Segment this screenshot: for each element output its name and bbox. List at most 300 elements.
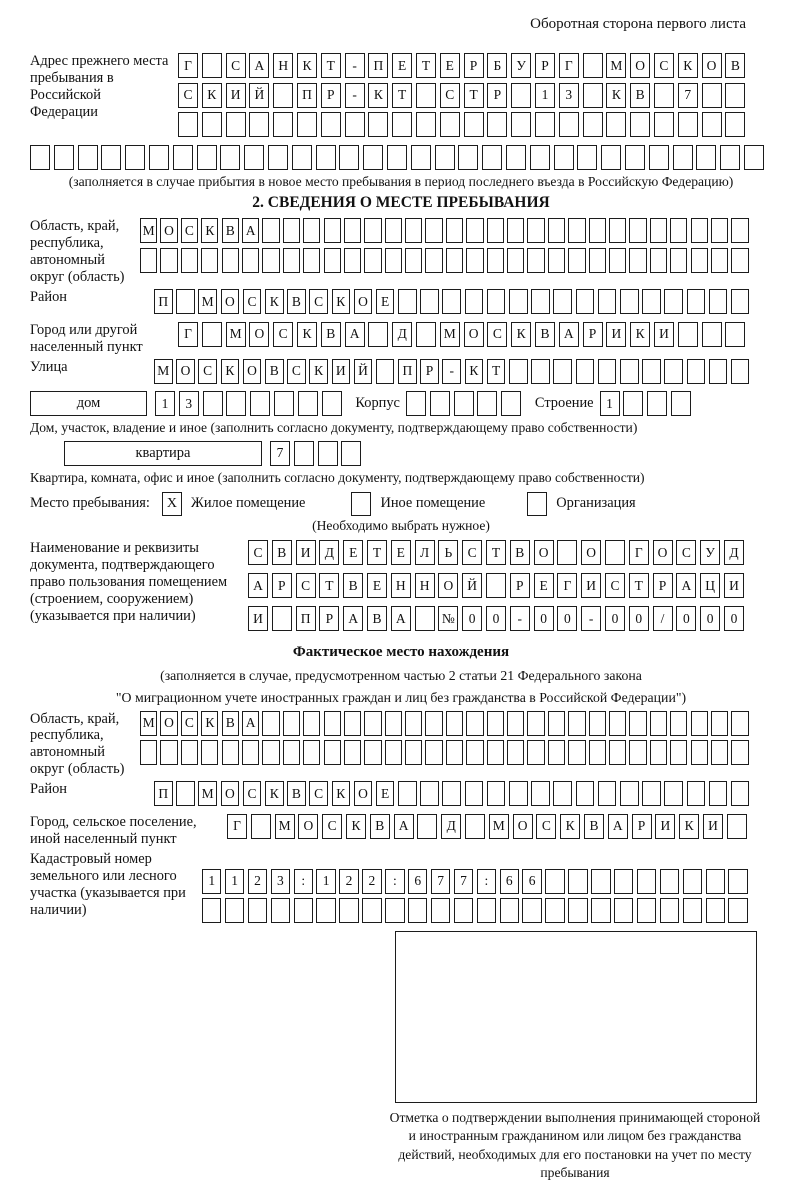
char-box[interactable]: О xyxy=(298,814,318,839)
char-box[interactable] xyxy=(339,898,358,923)
char-box[interactable]: Р xyxy=(321,83,341,108)
char-box[interactable]: П xyxy=(154,781,173,806)
char-box[interactable]: М xyxy=(440,322,460,347)
char-box[interactable] xyxy=(321,112,341,137)
char-box[interactable] xyxy=(702,112,722,137)
char-box[interactable] xyxy=(509,289,528,314)
char-box[interactable] xyxy=(416,322,436,347)
char-box[interactable] xyxy=(623,391,643,416)
char-box[interactable]: 0 xyxy=(605,606,625,631)
char-box[interactable] xyxy=(176,289,195,314)
char-box[interactable] xyxy=(527,218,544,243)
char-box[interactable] xyxy=(720,145,740,170)
char-box[interactable] xyxy=(683,898,702,923)
char-box[interactable] xyxy=(477,391,497,416)
char-box[interactable]: Н xyxy=(415,573,435,598)
char-box[interactable]: В xyxy=(343,573,363,598)
char-box[interactable]: М xyxy=(489,814,509,839)
char-box[interactable] xyxy=(173,145,193,170)
char-box[interactable] xyxy=(637,898,656,923)
char-box[interactable]: С xyxy=(605,573,625,598)
char-box[interactable] xyxy=(589,740,606,765)
char-box[interactable]: А xyxy=(248,573,268,598)
char-box[interactable]: С xyxy=(676,540,696,565)
char-box[interactable] xyxy=(687,289,706,314)
char-box[interactable]: К xyxy=(297,53,317,78)
char-box[interactable]: О xyxy=(464,322,484,347)
char-box[interactable] xyxy=(344,218,361,243)
char-box[interactable] xyxy=(702,322,722,347)
char-box[interactable]: М xyxy=(198,289,217,314)
char-box[interactable] xyxy=(711,711,728,736)
char-box[interactable] xyxy=(557,540,577,565)
char-box[interactable]: А xyxy=(343,606,363,631)
char-box[interactable] xyxy=(583,83,603,108)
char-box[interactable] xyxy=(683,869,702,894)
char-box[interactable] xyxy=(487,781,506,806)
char-box[interactable]: М xyxy=(275,814,295,839)
char-box[interactable]: В xyxy=(725,53,745,78)
char-box[interactable]: П xyxy=(296,606,316,631)
char-box[interactable] xyxy=(728,869,747,894)
char-box[interactable] xyxy=(458,145,478,170)
char-box[interactable]: П xyxy=(297,83,317,108)
char-box[interactable] xyxy=(620,359,639,384)
char-box[interactable]: 1 xyxy=(535,83,555,108)
char-box[interactable]: К xyxy=(606,83,626,108)
char-box[interactable] xyxy=(642,359,661,384)
char-box[interactable] xyxy=(283,711,300,736)
char-box[interactable] xyxy=(362,898,381,923)
char-box[interactable] xyxy=(181,740,198,765)
char-box[interactable] xyxy=(465,814,485,839)
char-box[interactable]: И xyxy=(296,540,316,565)
char-box[interactable] xyxy=(244,145,264,170)
char-box[interactable]: Т xyxy=(464,83,484,108)
char-box[interactable]: 1 xyxy=(600,391,620,416)
char-box[interactable]: В xyxy=(370,814,390,839)
char-box[interactable] xyxy=(222,740,239,765)
char-box[interactable] xyxy=(731,359,750,384)
char-box[interactable] xyxy=(364,218,381,243)
char-box[interactable] xyxy=(420,289,439,314)
char-box[interactable] xyxy=(598,359,617,384)
char-box[interactable] xyxy=(303,711,320,736)
char-box[interactable] xyxy=(711,218,728,243)
char-box[interactable] xyxy=(731,289,750,314)
char-box[interactable] xyxy=(527,740,544,765)
char-box[interactable]: М xyxy=(140,218,157,243)
char-box[interactable] xyxy=(226,391,246,416)
char-box[interactable] xyxy=(202,322,222,347)
char-box[interactable] xyxy=(268,145,288,170)
char-box[interactable]: Т xyxy=(416,53,436,78)
char-box[interactable] xyxy=(670,248,687,273)
char-box[interactable] xyxy=(629,218,646,243)
char-box[interactable]: К xyxy=(265,781,284,806)
char-box[interactable]: С xyxy=(243,781,262,806)
char-box[interactable]: 7 xyxy=(431,869,450,894)
char-box[interactable]: Г xyxy=(178,322,198,347)
char-box[interactable]: Г xyxy=(557,573,577,598)
char-box[interactable] xyxy=(654,112,674,137)
char-box[interactable] xyxy=(160,248,177,273)
char-box[interactable]: О xyxy=(630,53,650,78)
char-box[interactable] xyxy=(509,781,528,806)
char-box[interactable]: А xyxy=(249,53,269,78)
char-box[interactable]: А xyxy=(391,606,411,631)
char-box[interactable]: Р xyxy=(487,83,507,108)
char-box[interactable]: С xyxy=(309,781,328,806)
char-box[interactable] xyxy=(222,248,239,273)
char-box[interactable] xyxy=(614,869,633,894)
char-box[interactable]: Й xyxy=(462,573,482,598)
char-box[interactable] xyxy=(487,740,504,765)
char-box[interactable]: И xyxy=(724,573,744,598)
char-box[interactable] xyxy=(670,711,687,736)
char-box[interactable] xyxy=(670,218,687,243)
char-box[interactable] xyxy=(487,112,507,137)
char-box[interactable] xyxy=(554,145,574,170)
char-box[interactable] xyxy=(487,289,506,314)
char-box[interactable]: Р xyxy=(464,53,484,78)
char-box[interactable] xyxy=(125,145,145,170)
char-box[interactable]: Р xyxy=(272,573,292,598)
char-box[interactable] xyxy=(408,898,427,923)
char-box[interactable] xyxy=(149,145,169,170)
char-box[interactable] xyxy=(405,740,422,765)
char-box[interactable] xyxy=(711,740,728,765)
char-box[interactable]: Т xyxy=(629,573,649,598)
char-box[interactable]: А xyxy=(345,322,365,347)
char-box[interactable] xyxy=(178,112,198,137)
char-box[interactable]: Е xyxy=(440,53,460,78)
char-box[interactable] xyxy=(589,218,606,243)
char-box[interactable]: Н xyxy=(273,53,293,78)
char-box[interactable] xyxy=(530,145,550,170)
char-box[interactable] xyxy=(576,289,595,314)
char-box[interactable] xyxy=(271,898,290,923)
char-box[interactable] xyxy=(706,898,725,923)
char-box[interactable]: В xyxy=(272,540,292,565)
char-box[interactable] xyxy=(248,898,267,923)
char-box[interactable] xyxy=(568,248,585,273)
char-box[interactable] xyxy=(203,391,223,416)
char-box[interactable] xyxy=(589,248,606,273)
char-box[interactable] xyxy=(425,711,442,736)
char-box[interactable]: Р xyxy=(653,573,673,598)
char-box[interactable] xyxy=(553,289,572,314)
char-box[interactable] xyxy=(487,218,504,243)
char-box[interactable] xyxy=(727,814,747,839)
char-box[interactable]: К xyxy=(332,781,351,806)
char-box[interactable] xyxy=(273,83,293,108)
char-box[interactable]: В xyxy=(321,322,341,347)
char-box[interactable]: В xyxy=(510,540,530,565)
char-box[interactable] xyxy=(625,145,645,170)
char-box[interactable]: 0 xyxy=(724,606,744,631)
char-box[interactable]: И xyxy=(581,573,601,598)
char-box[interactable]: Г xyxy=(559,53,579,78)
char-box[interactable] xyxy=(160,740,177,765)
char-box[interactable] xyxy=(486,573,506,598)
char-box[interactable]: С xyxy=(181,711,198,736)
char-box[interactable]: К xyxy=(265,289,284,314)
char-box[interactable]: С xyxy=(440,83,460,108)
char-box[interactable] xyxy=(487,711,504,736)
char-box[interactable] xyxy=(548,711,565,736)
char-box[interactable]: 0 xyxy=(700,606,720,631)
char-box[interactable]: К xyxy=(332,289,351,314)
char-box[interactable] xyxy=(283,248,300,273)
char-box[interactable]: 1 xyxy=(202,869,221,894)
char-box[interactable] xyxy=(545,869,564,894)
char-box[interactable]: Т xyxy=(367,540,387,565)
char-box[interactable] xyxy=(629,711,646,736)
char-box[interactable]: Б xyxy=(487,53,507,78)
char-box[interactable]: 7 xyxy=(678,83,698,108)
char-box[interactable]: О xyxy=(243,359,262,384)
char-box[interactable] xyxy=(202,53,222,78)
char-box[interactable] xyxy=(303,218,320,243)
checkbox-residential[interactable]: X xyxy=(162,492,182,516)
char-box[interactable]: : xyxy=(477,869,496,894)
char-box[interactable] xyxy=(454,898,473,923)
char-box[interactable] xyxy=(262,248,279,273)
char-box[interactable]: С xyxy=(226,53,246,78)
char-box[interactable] xyxy=(647,391,667,416)
char-box[interactable]: С xyxy=(654,53,674,78)
char-box[interactable]: К xyxy=(465,359,484,384)
char-box[interactable] xyxy=(181,248,198,273)
char-box[interactable] xyxy=(30,145,50,170)
char-box[interactable]: 2 xyxy=(248,869,267,894)
char-box[interactable] xyxy=(654,83,674,108)
char-box[interactable]: С xyxy=(178,83,198,108)
char-box[interactable] xyxy=(466,218,483,243)
char-box[interactable] xyxy=(527,711,544,736)
char-box[interactable] xyxy=(583,112,603,137)
char-box[interactable]: Р xyxy=(535,53,555,78)
char-box[interactable]: С xyxy=(536,814,556,839)
char-box[interactable]: И xyxy=(655,814,675,839)
char-box[interactable] xyxy=(324,218,341,243)
char-box[interactable]: К xyxy=(309,359,328,384)
char-box[interactable]: М xyxy=(226,322,246,347)
char-box[interactable] xyxy=(425,218,442,243)
char-box[interactable] xyxy=(416,83,436,108)
char-box[interactable]: К xyxy=(679,814,699,839)
char-box[interactable]: 1 xyxy=(225,869,244,894)
char-box[interactable] xyxy=(298,391,318,416)
char-box[interactable]: Й xyxy=(354,359,373,384)
char-box[interactable] xyxy=(242,740,259,765)
char-box[interactable] xyxy=(202,898,221,923)
char-box[interactable] xyxy=(728,898,747,923)
char-box[interactable] xyxy=(702,83,722,108)
char-box[interactable] xyxy=(262,218,279,243)
char-box[interactable] xyxy=(548,740,565,765)
char-box[interactable] xyxy=(545,898,564,923)
char-box[interactable]: К xyxy=(221,359,240,384)
char-box[interactable] xyxy=(687,781,706,806)
char-box[interactable]: А xyxy=(242,218,259,243)
char-box[interactable] xyxy=(553,781,572,806)
char-box[interactable]: И xyxy=(654,322,674,347)
char-box[interactable] xyxy=(670,740,687,765)
char-box[interactable] xyxy=(500,898,519,923)
char-box[interactable]: Е xyxy=(391,540,411,565)
char-box[interactable] xyxy=(101,145,121,170)
char-box[interactable]: - xyxy=(345,83,365,108)
char-box[interactable]: И xyxy=(248,606,268,631)
char-box[interactable] xyxy=(598,781,617,806)
char-box[interactable] xyxy=(324,711,341,736)
char-box[interactable] xyxy=(303,740,320,765)
char-box[interactable]: П xyxy=(368,53,388,78)
char-box[interactable]: В xyxy=(287,289,306,314)
char-box[interactable] xyxy=(242,248,259,273)
char-box[interactable]: О xyxy=(534,540,554,565)
char-box[interactable]: 6 xyxy=(522,869,541,894)
char-box[interactable] xyxy=(591,898,610,923)
char-box[interactable] xyxy=(446,218,463,243)
char-box[interactable] xyxy=(691,248,708,273)
char-box[interactable] xyxy=(387,145,407,170)
char-box[interactable] xyxy=(589,711,606,736)
char-box[interactable]: Т xyxy=(392,83,412,108)
char-box[interactable] xyxy=(385,898,404,923)
char-box[interactable] xyxy=(294,898,313,923)
char-box[interactable] xyxy=(417,814,437,839)
char-box[interactable] xyxy=(477,898,496,923)
char-box[interactable] xyxy=(614,898,633,923)
char-box[interactable] xyxy=(568,740,585,765)
char-box[interactable]: О xyxy=(221,289,240,314)
char-box[interactable]: Д xyxy=(392,322,412,347)
char-box[interactable] xyxy=(531,359,550,384)
char-box[interactable]: 0 xyxy=(534,606,554,631)
char-box[interactable] xyxy=(487,248,504,273)
char-box[interactable]: Т xyxy=(321,53,341,78)
char-box[interactable] xyxy=(709,781,728,806)
char-box[interactable]: П xyxy=(398,359,417,384)
char-box[interactable]: М xyxy=(154,359,173,384)
char-box[interactable] xyxy=(731,248,748,273)
char-box[interactable]: 1 xyxy=(155,391,175,416)
char-box[interactable]: С xyxy=(243,289,262,314)
char-box[interactable] xyxy=(609,218,626,243)
char-box[interactable]: М xyxy=(140,711,157,736)
char-box[interactable] xyxy=(440,112,460,137)
char-box[interactable]: А xyxy=(559,322,579,347)
char-box[interactable]: О xyxy=(653,540,673,565)
char-box[interactable]: : xyxy=(294,869,313,894)
char-box[interactable]: 0 xyxy=(486,606,506,631)
char-box[interactable]: У xyxy=(511,53,531,78)
char-box[interactable]: А xyxy=(608,814,628,839)
char-box[interactable] xyxy=(201,248,218,273)
char-box[interactable] xyxy=(606,112,626,137)
char-box[interactable] xyxy=(78,145,98,170)
char-box[interactable]: - xyxy=(510,606,530,631)
checkbox-other-premise[interactable] xyxy=(351,492,371,516)
char-box[interactable]: Н xyxy=(391,573,411,598)
char-box[interactable] xyxy=(273,112,293,137)
char-box[interactable] xyxy=(322,391,342,416)
char-box[interactable]: К xyxy=(511,322,531,347)
char-box[interactable]: Е xyxy=(376,289,395,314)
char-box[interactable] xyxy=(649,145,669,170)
char-box[interactable] xyxy=(251,814,271,839)
char-box[interactable] xyxy=(274,391,294,416)
char-box[interactable] xyxy=(140,248,157,273)
char-box[interactable]: С xyxy=(462,540,482,565)
char-box[interactable] xyxy=(292,145,312,170)
char-box[interactable] xyxy=(731,711,748,736)
char-box[interactable] xyxy=(385,711,402,736)
char-box[interactable] xyxy=(501,391,521,416)
char-box[interactable]: И xyxy=(703,814,723,839)
char-box[interactable] xyxy=(548,248,565,273)
char-box[interactable]: В xyxy=(584,814,604,839)
char-box[interactable]: А xyxy=(242,711,259,736)
apartment-type-box[interactable]: квартира xyxy=(64,441,262,466)
char-box[interactable]: Г xyxy=(629,540,649,565)
char-box[interactable] xyxy=(431,898,450,923)
char-box[interactable] xyxy=(201,740,218,765)
char-box[interactable]: В xyxy=(222,711,239,736)
char-box[interactable] xyxy=(609,248,626,273)
char-box[interactable]: 2 xyxy=(339,869,358,894)
char-box[interactable] xyxy=(416,112,436,137)
char-box[interactable] xyxy=(54,145,74,170)
char-box[interactable]: К xyxy=(346,814,366,839)
char-box[interactable] xyxy=(711,248,728,273)
char-box[interactable] xyxy=(465,289,484,314)
char-box[interactable]: И xyxy=(332,359,351,384)
char-box[interactable] xyxy=(673,145,693,170)
char-box[interactable]: А xyxy=(394,814,414,839)
char-box[interactable] xyxy=(446,740,463,765)
char-box[interactable] xyxy=(671,391,691,416)
char-box[interactable] xyxy=(583,53,603,78)
char-box[interactable] xyxy=(385,740,402,765)
char-box[interactable]: 6 xyxy=(408,869,427,894)
char-box[interactable] xyxy=(446,248,463,273)
char-box[interactable] xyxy=(176,781,195,806)
char-box[interactable]: С xyxy=(181,218,198,243)
char-box[interactable]: 3 xyxy=(179,391,199,416)
char-box[interactable] xyxy=(731,740,748,765)
char-box[interactable] xyxy=(283,740,300,765)
char-box[interactable]: Т xyxy=(486,540,506,565)
char-box[interactable] xyxy=(568,711,585,736)
char-box[interactable]: С xyxy=(487,322,507,347)
char-box[interactable] xyxy=(664,359,683,384)
char-box[interactable] xyxy=(385,218,402,243)
char-box[interactable] xyxy=(430,391,450,416)
char-box[interactable] xyxy=(605,540,625,565)
char-box[interactable]: Ь xyxy=(438,540,458,565)
char-box[interactable]: 0 xyxy=(462,606,482,631)
char-box[interactable] xyxy=(629,248,646,273)
char-box[interactable]: Г xyxy=(227,814,247,839)
char-box[interactable] xyxy=(507,218,524,243)
char-box[interactable]: В xyxy=(535,322,555,347)
char-box[interactable]: И xyxy=(606,322,626,347)
char-box[interactable] xyxy=(297,112,317,137)
